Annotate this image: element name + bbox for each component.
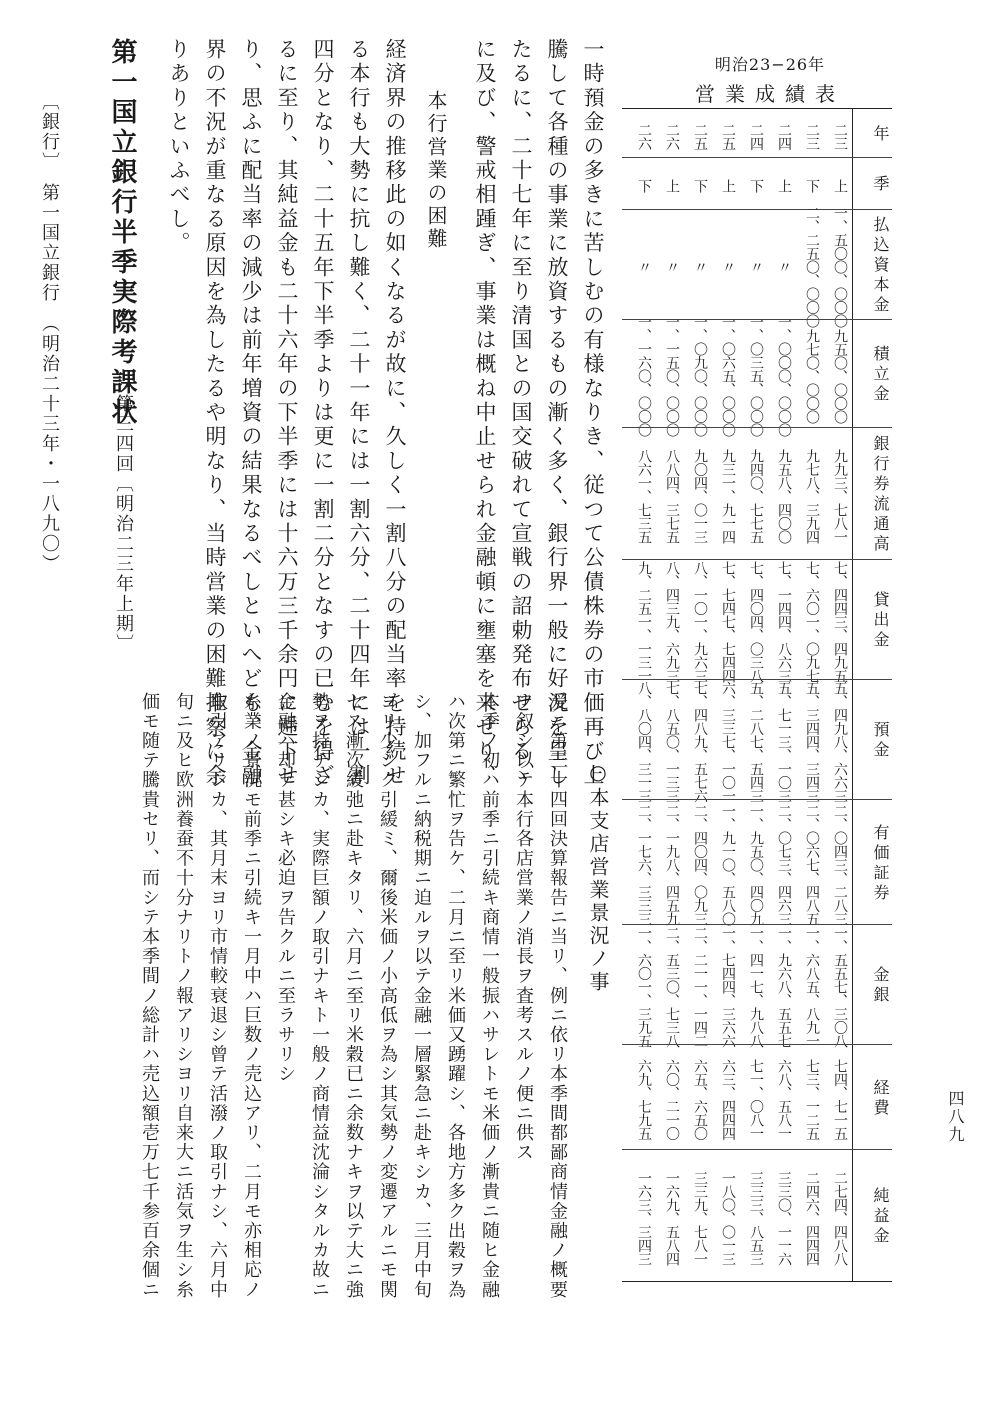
cell-expenses-row-3: 六八、五八一 xyxy=(776,1059,792,1140)
cell-paid-in-capital-row-4: 〃 xyxy=(748,260,764,274)
cell-expenses-row-8: 六九、七九五 xyxy=(636,1059,652,1140)
cell-season-row-6: 下 xyxy=(692,179,708,193)
page-number: 四八九 xyxy=(946,1090,965,1144)
lower-line-4: ハ次第ニ繁忙ヲ告ケ、二月ニ至リ米価又踴躍シ、各地方多ク出穀ヲ為 xyxy=(445,692,466,1300)
lower-line-2: ヲ叙シ以テ本行各店営業ノ消長ヲ査考スルノ便ニ供ス xyxy=(513,692,534,1163)
lower-line-11: 取引アリシカ、其月末ヨリ市情較衰退シ曾テ活潑ノ取引ナシ、六月中 xyxy=(207,692,228,1300)
cell-loans-row-6: 八、一〇一、九六三 xyxy=(692,561,708,683)
cell-deposits-row-6: 七、四八九、五七六 xyxy=(692,681,708,803)
cell-loans-row-1: 七、四四三、四九五 xyxy=(832,561,848,683)
lower-line-13: 価モ随テ騰貴セリ、而シテ本季間ノ総計ハ売込額壱万七千参百余個ニ xyxy=(139,692,160,1300)
lower-line-3: 本季ノ初ハ前季ニ引続キ商情一般振ハサレトモ米価ノ漸貴ニ随ヒ金融 xyxy=(479,692,500,1300)
cell-gold-silver-row-2: 一、六八五、八九一 xyxy=(804,926,820,1048)
cell-year-row-5: 二五 xyxy=(720,122,736,150)
upper-line-6: る本行も大勢に抗し難く、二十一年には一割六分、二十四年には一割 xyxy=(347,38,371,789)
cell-loans-row-5: 七、七四七、七四四 xyxy=(720,561,736,683)
cell-banknotes-in-circulation-row-1: 九九三、七八一 xyxy=(832,448,848,544)
upper-line-3: たるに、二十七年に至り清国との国交破れて宣戦の詔勅発布せらるゝ xyxy=(509,38,533,789)
header-season: 季 xyxy=(871,175,890,195)
lower-line-6: ヨリ少シク引緩ミ、爾後米価ノ小高低ヲ為シ其気勢ノ変遷アルニモ関 xyxy=(377,692,398,1300)
cell-year-row-4: 二四 xyxy=(748,122,764,150)
cell-paid-in-capital-row-2: 二、二五〇、〇〇〇 xyxy=(804,206,820,328)
cell-loans-row-2: 七、六〇一、〇九七 xyxy=(804,561,820,683)
cell-year-row-6: 二五 xyxy=(692,122,708,150)
cell-expenses-row-6: 六五、六五〇 xyxy=(692,1059,708,1140)
cell-year-row-7: 二六 xyxy=(664,122,680,150)
cell-deposits-row-1: 五、四九八、六六三 xyxy=(832,681,848,803)
cell-reserve-fund-row-3: 一、〇〇〇、〇〇〇 xyxy=(776,315,792,437)
header-reserve-fund: 積立金 xyxy=(871,345,890,405)
table-period: 明治23−26年 xyxy=(714,55,826,74)
cell-gold-silver-row-5: 一、七四四、三六六 xyxy=(720,926,736,1048)
section-heading-branch-conditions: ○本支店営業景況ノ事 xyxy=(586,760,610,994)
cell-loans-row-3: 七、一四四、八六三 xyxy=(776,561,792,683)
running-header: 〔銀行〕 第一国立銀行 （明治二十三年・一八九〇） xyxy=(39,92,60,574)
cell-year-row-8: 二六 xyxy=(636,122,652,150)
cell-deposits-row-4: 五、二八七、五四三 xyxy=(748,681,764,803)
cell-deposits-row-8: 八、八〇四、三一三 xyxy=(636,681,652,803)
cell-banknotes-in-circulation-row-3: 九五八、四〇〇 xyxy=(776,448,792,544)
lower-line-10: 糸業ノ景況モ前季ニ引続キ一月中ハ巨数ノ売込アリ、二月モ亦相応ノ xyxy=(241,692,262,1300)
header-deposits: 預金 xyxy=(871,721,890,761)
cell-reserve-fund-row-7: 一、一五〇、〇〇〇 xyxy=(664,315,680,437)
lower-line-12: 旬ニ及ヒ欧洲養蚕不十分ナリトノ報アリシヨリ自来大ニ活気ヲ生シ糸 xyxy=(173,692,194,1300)
cell-paid-in-capital-row-3: 〃 xyxy=(776,260,792,274)
cell-banknotes-in-circulation-row-7: 八八四、三七五 xyxy=(664,448,680,544)
cell-loans-row-8: 九、二五一、一三一 xyxy=(636,561,652,683)
document-title: 第一国立銀行半季実際考課状 xyxy=(107,38,137,428)
cell-deposits-row-2: 五、三四四、三四三 xyxy=(804,681,820,803)
header-year: 年 xyxy=(871,125,890,145)
cell-securities-row-3: 二、〇七三、四六三 xyxy=(776,803,792,926)
cell-season-row-3: 上 xyxy=(776,179,792,193)
cell-net-profit-row-3: 三三〇、一一六 xyxy=(776,1170,792,1266)
header-expenses: 経費 xyxy=(871,1078,890,1119)
cell-banknotes-in-circulation-row-6: 九〇四、〇一三 xyxy=(692,448,708,544)
cell-securities-row-5: 一、九一〇、五八〇 xyxy=(720,803,736,926)
cell-paid-in-capital-row-5: 〃 xyxy=(720,260,736,274)
upper-line-8: るに至り、其純益金も二十六年の下半季には十六万三千余円に逓下せ xyxy=(275,38,299,789)
cell-gold-silver-row-4: 一、四一七、九八八 xyxy=(748,926,764,1048)
cell-paid-in-capital-row-8: 〃 xyxy=(636,260,652,274)
cell-gold-silver-row-3: 一、九六八、五五七 xyxy=(776,926,792,1048)
document-subtitle: 第三四回〔明治二三年上期〕 xyxy=(113,394,134,654)
cell-reserve-fund-row-4: 一、〇三五、〇〇〇 xyxy=(748,315,764,437)
section-heading-difficulty: 本行営業の困難 xyxy=(424,90,448,251)
cell-season-row-5: 上 xyxy=(720,179,736,193)
cell-expenses-row-5: 六三、四四四 xyxy=(720,1059,736,1140)
cell-securities-row-7: 二、一九八、四五九 xyxy=(664,803,680,926)
header-securities: 有価証券 xyxy=(871,823,890,904)
cell-gold-silver-row-6: 二、二一一、一四二 xyxy=(692,926,708,1048)
upper-line-2: 騰して各種の事業に放資するもの漸く多く、銀行界一般に好況を呈し xyxy=(545,38,569,789)
lower-line-1: 爰ニ第三十四回決算報告ニ当リ、例ニ依リ本季間都鄙商情金融ノ概要 xyxy=(547,692,568,1300)
upper-line-5: 経済界の推移此の如くなるが故に、久しく一割八分の配当率を持続せ xyxy=(383,38,407,789)
cell-securities-row-2: 二、〇六七、四八五 xyxy=(804,803,820,926)
cell-expenses-row-7: 六〇、二一〇 xyxy=(664,1059,680,1140)
cell-season-row-2: 下 xyxy=(804,179,820,193)
cell-expenses-row-4: 七一、〇八一 xyxy=(748,1059,764,1140)
cell-net-profit-row-4: 三三三、八五三 xyxy=(748,1170,764,1266)
header-loans: 貸出金 xyxy=(871,591,890,651)
lower-line-7: セス漸次緩弛ニ赴キタリ、六月ニ至リ米穀已ニ余数ナキヲ以テ大ニ強 xyxy=(343,692,364,1300)
cell-loans-row-7: 八、四三九、六九三 xyxy=(664,561,680,683)
header-gold-silver: 金銀 xyxy=(871,966,890,1006)
cell-securities-row-6: 二、四〇四、〇九三 xyxy=(692,803,708,926)
cell-year-row-3: 二四 xyxy=(776,122,792,150)
cell-paid-in-capital-row-7: 〃 xyxy=(664,260,680,274)
cell-reserve-fund-row-1: 九五〇、〇〇〇 xyxy=(832,328,848,424)
cell-deposits-row-5: 六、三三七、一〇一 xyxy=(720,681,736,803)
cell-gold-silver-row-8: 一、六〇一、三九五 xyxy=(636,926,652,1048)
cell-net-profit-row-1: 二七四、四八八 xyxy=(832,1170,848,1266)
cell-banknotes-in-circulation-row-2: 九七八、三九四 xyxy=(804,448,820,544)
cell-season-row-4: 下 xyxy=(748,179,764,193)
header-banknotes-in-circulation: 銀行券流通高 xyxy=(871,435,890,555)
cell-net-profit-row-5: 一八〇、〇一三 xyxy=(720,1170,736,1266)
cell-net-profit-row-6: 三三九、七八一 xyxy=(692,1170,708,1266)
cell-securities-row-4: 一、九五〇、四〇九 xyxy=(748,803,764,926)
table-title: 営業成績表 xyxy=(695,82,845,106)
cell-reserve-fund-row-5: 一、〇六五、〇〇〇 xyxy=(720,315,736,437)
lower-line-8: 勢ヲ持チシカ、実際巨額ノ取引ナキト一般ノ商情益沈淪シタルカ故ニ xyxy=(309,692,330,1300)
cell-expenses-row-2: 七三、一二五 xyxy=(804,1059,820,1140)
cell-net-profit-row-2: 二四六、四四四 xyxy=(804,1170,820,1266)
cell-banknotes-in-circulation-row-4: 九四〇、七七五 xyxy=(748,448,764,544)
cell-reserve-fund-row-8: 一、一六〇、〇〇〇 xyxy=(636,315,652,437)
cell-reserve-fund-row-6: 一、〇九〇、〇〇〇 xyxy=(692,315,708,437)
upper-line-7: 四分となり、二十五年下半季よりは更に一割二分となすの已むを得ざ xyxy=(311,38,335,789)
upper-line-4: に及び、警戒相踵ぎ、事業は概ね中止せられ金融頓に壅塞を来せり、 xyxy=(473,38,497,789)
cell-deposits-row-3: 五、七一三、一〇三 xyxy=(776,681,792,803)
cell-expenses-row-1: 七四、七一五 xyxy=(832,1059,848,1140)
cell-gold-silver-row-1: 一、五五七、三〇八 xyxy=(832,926,848,1048)
cell-paid-in-capital-row-6: 〃 xyxy=(692,260,708,274)
business-results-table xyxy=(622,108,892,1282)
cell-year-row-2: 二三 xyxy=(804,122,820,150)
upper-line-11: りありといふべし。 xyxy=(167,38,191,256)
cell-season-row-8: 下 xyxy=(636,179,652,193)
cell-gold-silver-row-7: 二、五三〇、七三八 xyxy=(664,926,680,1048)
cell-securities-row-1: 二、〇四三、二八三 xyxy=(832,803,848,926)
lower-line-9: 金融ハ却テ甚シキ必迫ヲ告クルニ至ラサリシ xyxy=(275,692,296,1084)
cell-deposits-row-7: 七、八五〇、一三三 xyxy=(664,681,680,803)
upper-line-10: 界の不況が重なる原因を為したるや明なり、当時営業の困難推察に余 xyxy=(203,38,227,789)
lower-line-5: シ、加フルニ納税期ニ迫ルヲ以テ金融一層緊急ニ赴キシカ、三月中旬 xyxy=(411,692,432,1300)
cell-loans-row-4: 七、四〇四、〇三八 xyxy=(748,561,764,683)
header-net-profit: 純益金 xyxy=(871,1187,890,1247)
upper-line-1: 一時預金の多きに苦しむの有様なりき、従つて公債株券の市価再び上 xyxy=(581,38,605,789)
cell-reserve-fund-row-2: 九七〇、〇〇〇 xyxy=(804,328,820,424)
upper-line-9: り、思ふに配当率の減少は前年増資の結果なるべしといへども、金融 xyxy=(239,38,263,789)
cell-season-row-1: 上 xyxy=(832,179,848,193)
cell-year-row-1: 二三 xyxy=(832,122,848,150)
cell-net-profit-row-7: 一六九、五八四 xyxy=(664,1170,680,1266)
header-paid-in-capital: 払込資本金 xyxy=(871,216,890,316)
cell-banknotes-in-circulation-row-8: 八六一、七三五 xyxy=(636,448,652,544)
cell-securities-row-8: 二、一七六、三三三 xyxy=(636,803,652,926)
cell-banknotes-in-circulation-row-5: 九三一、九一四 xyxy=(720,448,736,544)
cell-season-row-7: 上 xyxy=(664,179,680,193)
cell-paid-in-capital-row-1: 一、五〇〇、〇〇〇 xyxy=(832,206,848,328)
cell-net-profit-row-8: 一六三、三四三 xyxy=(636,1170,652,1266)
